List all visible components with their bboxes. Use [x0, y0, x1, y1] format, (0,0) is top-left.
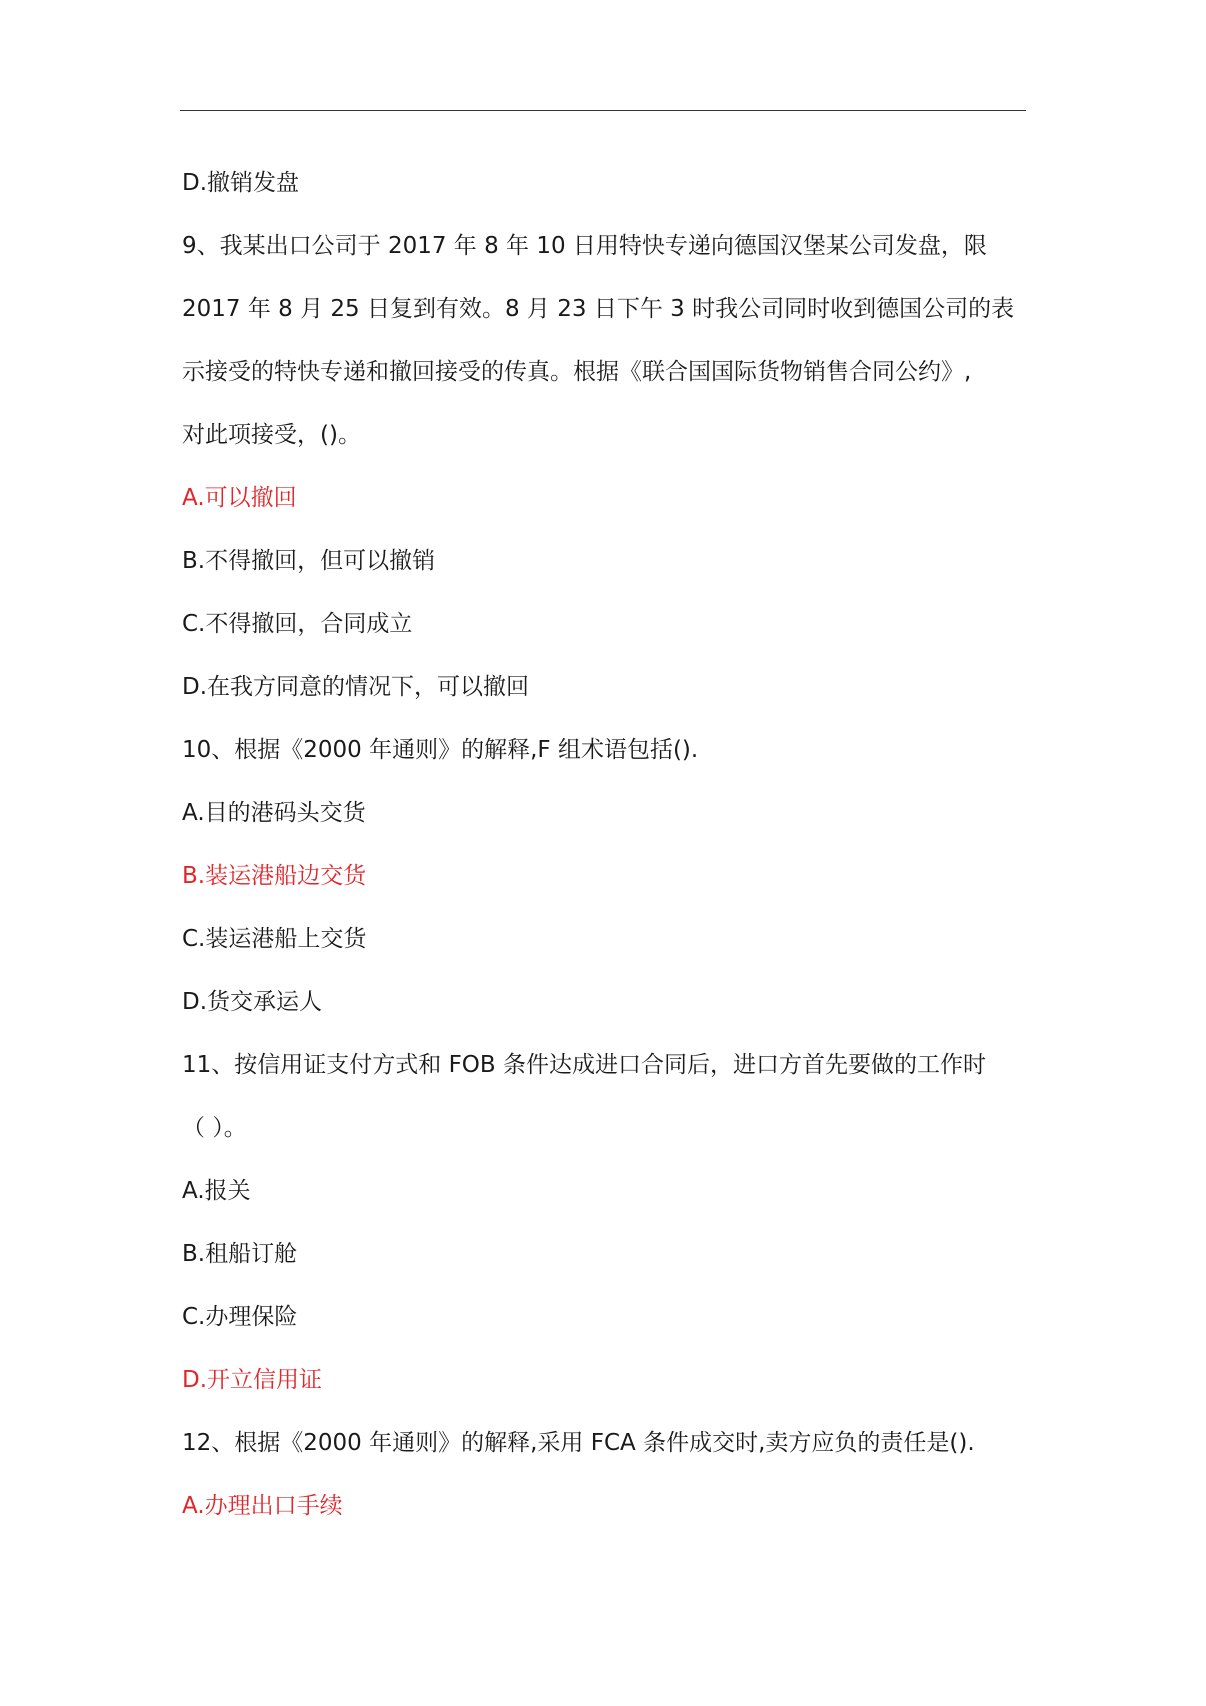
question-line: 示接受的特快专递和撤回接受的传真。根据《联合国国际货物销售合同公约》,	[182, 359, 972, 385]
question-line: 2017 年 8 月 25 日复到有效。8 月 23 日下午 3 时我公司同时收到德国公司的表	[182, 296, 1015, 322]
header-rule	[180, 110, 1026, 111]
correct-answer-line: A.办理出口手续	[182, 1493, 343, 1519]
correct-answer-line: B.装运港船边交货	[182, 863, 367, 889]
question-line: 12、根据《2000 年通则》的解释,采用 FCA 条件成交时,卖方应负的责任是().	[182, 1430, 975, 1456]
question-line: （ ）。	[182, 1115, 247, 1141]
option-line: B.租船订舱	[182, 1241, 298, 1267]
question-line: 11、按信用证支付方式和 FOB 条件达成进口合同后，进口方首先要做的工作时	[182, 1052, 987, 1078]
question-line: 9、我某出口公司于 2017 年 8 年 10 日用特快专递向德国汉堡某公司发盘，限	[182, 233, 987, 259]
option-line: D.货交承运人	[182, 989, 323, 1015]
correct-answer-line: D.开立信用证	[182, 1367, 323, 1393]
option-line: C.办理保险	[182, 1304, 298, 1330]
question-content	[182, 152, 1028, 1538]
option-line: C.装运港船上交货	[182, 926, 367, 952]
option-line: D.撤销发盘	[182, 170, 300, 196]
option-line: A.报关	[182, 1178, 251, 1204]
question-line: 对此项接受，()。	[182, 422, 361, 448]
option-line: A.目的港码头交货	[182, 800, 366, 826]
question-line: 10、根据《2000 年通则》的解释,F 组术语包括().	[182, 737, 699, 763]
option-line: D.在我方同意的情况下，可以撤回	[182, 674, 530, 700]
correct-answer-line: A.可以撤回	[182, 485, 297, 511]
option-line: B.不得撤回，但可以撤销	[182, 548, 436, 574]
option-line: C.不得撤回，合同成立	[182, 611, 413, 637]
